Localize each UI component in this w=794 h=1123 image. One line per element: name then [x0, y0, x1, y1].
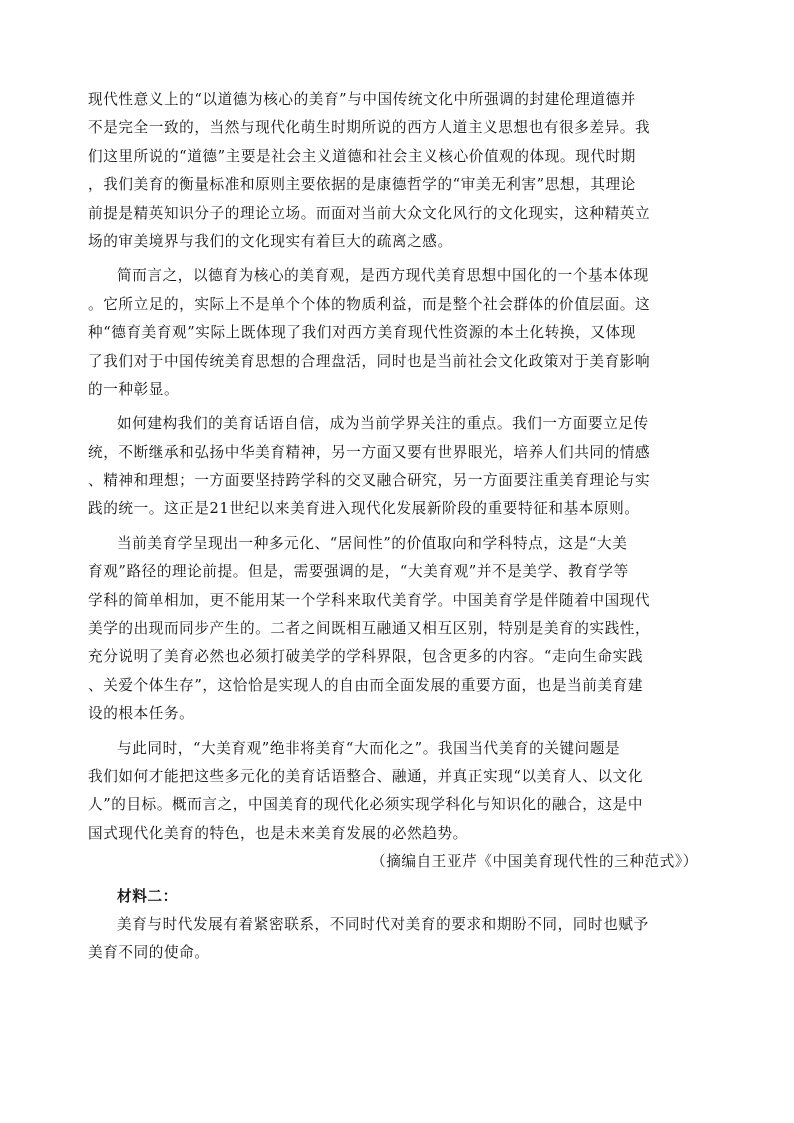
- text-line: 学科的简单相加，更不能用某一个学科来取代美育学。中国美育学是伴随着中国现代: [88, 591, 651, 609]
- text-line: 国式现代化美育的特色，也是未来美育发展的必然趋势。: [88, 824, 468, 842]
- paragraph-5: [88, 735, 708, 849]
- text-line: 践的统一。这正是21世纪以来美育进入现代化发展新阶段的重要特征和基本原则。: [88, 500, 640, 518]
- text-line: 前提是精英知识分子的理论立场。而面对当前大众文化风行的文化现实，这种精英立: [88, 204, 651, 222]
- text-line: 现代性意义上的“以道德为核心的美育”与中国传统文化中所强调的封建伦理道德并: [88, 91, 636, 108]
- text-line: 不是完全一致的，当然与现代化萌生时期所说的西方人道主义思想也有很多差异。我: [88, 119, 651, 137]
- source-citation: （摘编自王亚芹《中国美育现代性的三种范式》）: [371, 853, 698, 871]
- paragraph-3: [88, 410, 708, 524]
- material-2-paragraph: [88, 911, 708, 968]
- text-line: 简而言之，以德育为核心的美育观，是西方现代美育思想中国化的一个基本体现: [117, 267, 649, 285]
- text-line: 、关爱个体生存”，这恰恰是实现人的自由而全面发展的重要方面，也是当前美育建: [88, 676, 644, 694]
- text-line: 当前美育学呈现出一种多元化、“居间性”的价值取向和学科特点，这是“大美: [117, 534, 628, 552]
- text-line: 人”的目标。概而言之，中国美育的现代化必须实现学科化与知识化的融合，这是中: [88, 796, 644, 814]
- text-line: ，我们美育的衡量标准和原则主要依据的是康德哲学的“审美无利害”思想，其理论: [88, 176, 636, 194]
- paragraph-1: [88, 86, 708, 256]
- text-line: 美学的出现而同步产生的。二者之间既相互融通又相互区别，特别是美育的实践性，: [88, 620, 651, 638]
- text-line: 如何建构我们的美育话语自信，成为当前学界关注的重点。我们一方面要立足传: [117, 415, 649, 433]
- text-line: 、精神和理想；一方面要坚持跨学科的交叉融合研究，另一方面要注重美育理论与实: [88, 472, 651, 490]
- text-line: 育观”路径的理论前提。但是，需要强调的是，“大美育观”并不是美学、教育学等: [88, 563, 629, 581]
- text-line: 了我们对于中国传统美育思想的合理盘活，同时也是当前社会文化政策对于美育影响: [88, 352, 651, 370]
- text-line: 们这里所说的“道德”主要是社会主义道德和社会主义核心价值观的体现。现代时期: [88, 147, 636, 165]
- text-line: 设的根本任务。: [88, 705, 195, 723]
- paragraph-4: [88, 530, 708, 729]
- text-line: 我们如何才能把这些多元化的美育话语整合、融通，并真正实现“以美育人、以文化: [88, 767, 644, 785]
- text-line: 美育不同的使命。: [88, 944, 210, 962]
- text-line: 与此同时，“大美育观”绝非将美育“大而化之”。我国当代美育的关键问题是: [117, 739, 621, 757]
- text-line: 种“德育美育观”实际上既体现了我们对西方美育现代性资源的本土化转换，又体现: [88, 324, 636, 342]
- text-line: 充分说明了美育必然也必须打破美学的学科界限，包含更多的内容。“走向生命实践: [88, 648, 644, 666]
- text-line: 的一种彰显。: [88, 380, 180, 398]
- text-line: 场的审美境界与我们的文化现实有着巨大的疏离之感。: [88, 232, 453, 250]
- text-line: 统，不断继承和弘扬中华美育精神，另一方面又要有世界眼光，培养人们共同的情感: [88, 443, 651, 461]
- text-line: 。它所立足的，实际上不是单个个体的物质利益，而是整个社会群体的价值层面。这: [88, 295, 651, 313]
- text-line: 美育与时代发展有着紧密联系，不同时代对美育的要求和期盼不同，同时也赋予: [117, 915, 649, 933]
- paragraph-2: [88, 262, 708, 404]
- material-2-heading: 材料二：: [117, 887, 178, 905]
- document-page: [88, 86, 708, 968]
